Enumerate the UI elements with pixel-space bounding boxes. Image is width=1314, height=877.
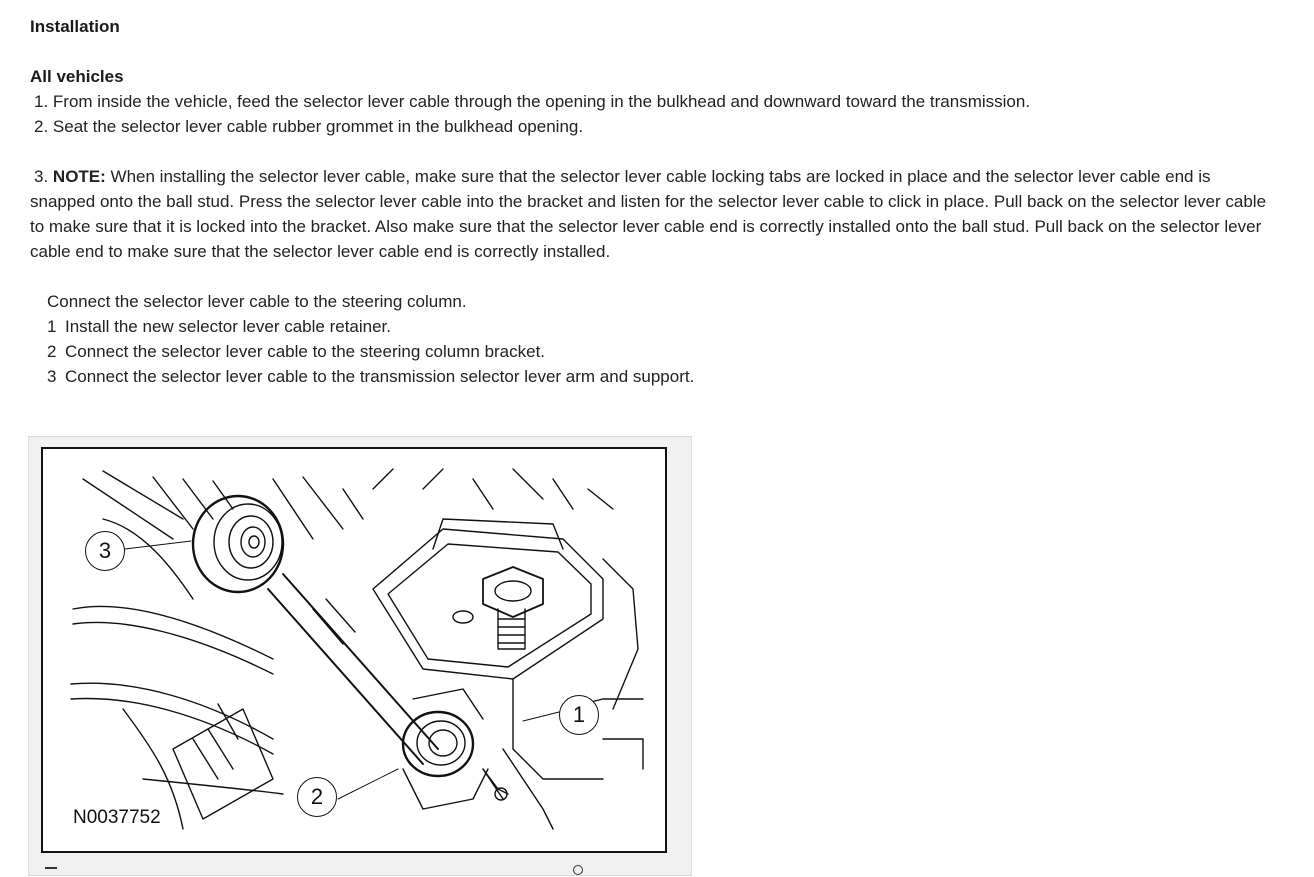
connect-item-1 xyxy=(47,314,1270,339)
section-title: Installation xyxy=(30,17,120,36)
connect-item-2-number: 2 xyxy=(47,342,57,361)
figure-illustration xyxy=(41,447,667,853)
step-2-text: Seat the selector lever cable rubber grommet in the bulkhead opening. xyxy=(52,117,584,136)
step-2 xyxy=(30,114,1270,139)
selector-cable-drawing xyxy=(43,449,665,851)
callout-1: 1 xyxy=(559,695,599,735)
connect-item-1-text: Install the new selector lever cable retainer. xyxy=(65,317,392,336)
step-2-number: 2. xyxy=(34,117,49,136)
figure-container xyxy=(28,436,692,876)
connect-item-3-number: 3 xyxy=(47,367,57,386)
connect-item-1-number: 1 xyxy=(47,317,57,336)
callout-2: 2 xyxy=(297,777,337,817)
step-1-number: 1. xyxy=(34,92,49,111)
connect-substeps xyxy=(30,289,1270,389)
figure-toolbar xyxy=(29,861,691,877)
note-text: When installing the selector lever cable, make sure that the selector lever cable locking tabs are locked in place and the selector lever cable end is snapped onto the ball stud. Press the selector lever cable into the bracket and listen for the selector lever cable to click in place. Pull back on the selector lever cable to make sure that it is locked into the bracket. Also make sure that the selector lever cable end is correctly installed onto the ball stud. Pull back on the selector lever cable end to make sure that the selector lever cable end is correctly installed. xyxy=(30,167,1267,261)
connect-item-3-text: Connect the selector lever cable to the transmission selector lever arm and support. xyxy=(65,367,695,386)
connect-item-2-text: Connect the selector lever cable to the steering column bracket. xyxy=(65,342,546,361)
step-1-text: From inside the vehicle, feed the selector lever cable through the opening in the bulkhead and downward toward the transmission. xyxy=(52,92,1031,111)
step-3-note xyxy=(30,164,1270,264)
zoom-icon[interactable] xyxy=(573,865,583,875)
procedure-content xyxy=(30,14,1270,389)
note-label: NOTE: xyxy=(52,167,106,186)
expand-icon[interactable] xyxy=(45,867,57,869)
callout-3: 3 xyxy=(85,531,125,571)
figure-code: N0037752 xyxy=(73,807,161,828)
step-3-number: 3. xyxy=(34,167,49,186)
connect-item-3 xyxy=(47,364,1270,389)
step-1 xyxy=(30,89,1270,114)
sub-title: All vehicles xyxy=(30,67,124,86)
connect-intro: Connect the selector lever cable to the steering column. xyxy=(47,292,467,311)
connect-item-2 xyxy=(47,339,1270,364)
